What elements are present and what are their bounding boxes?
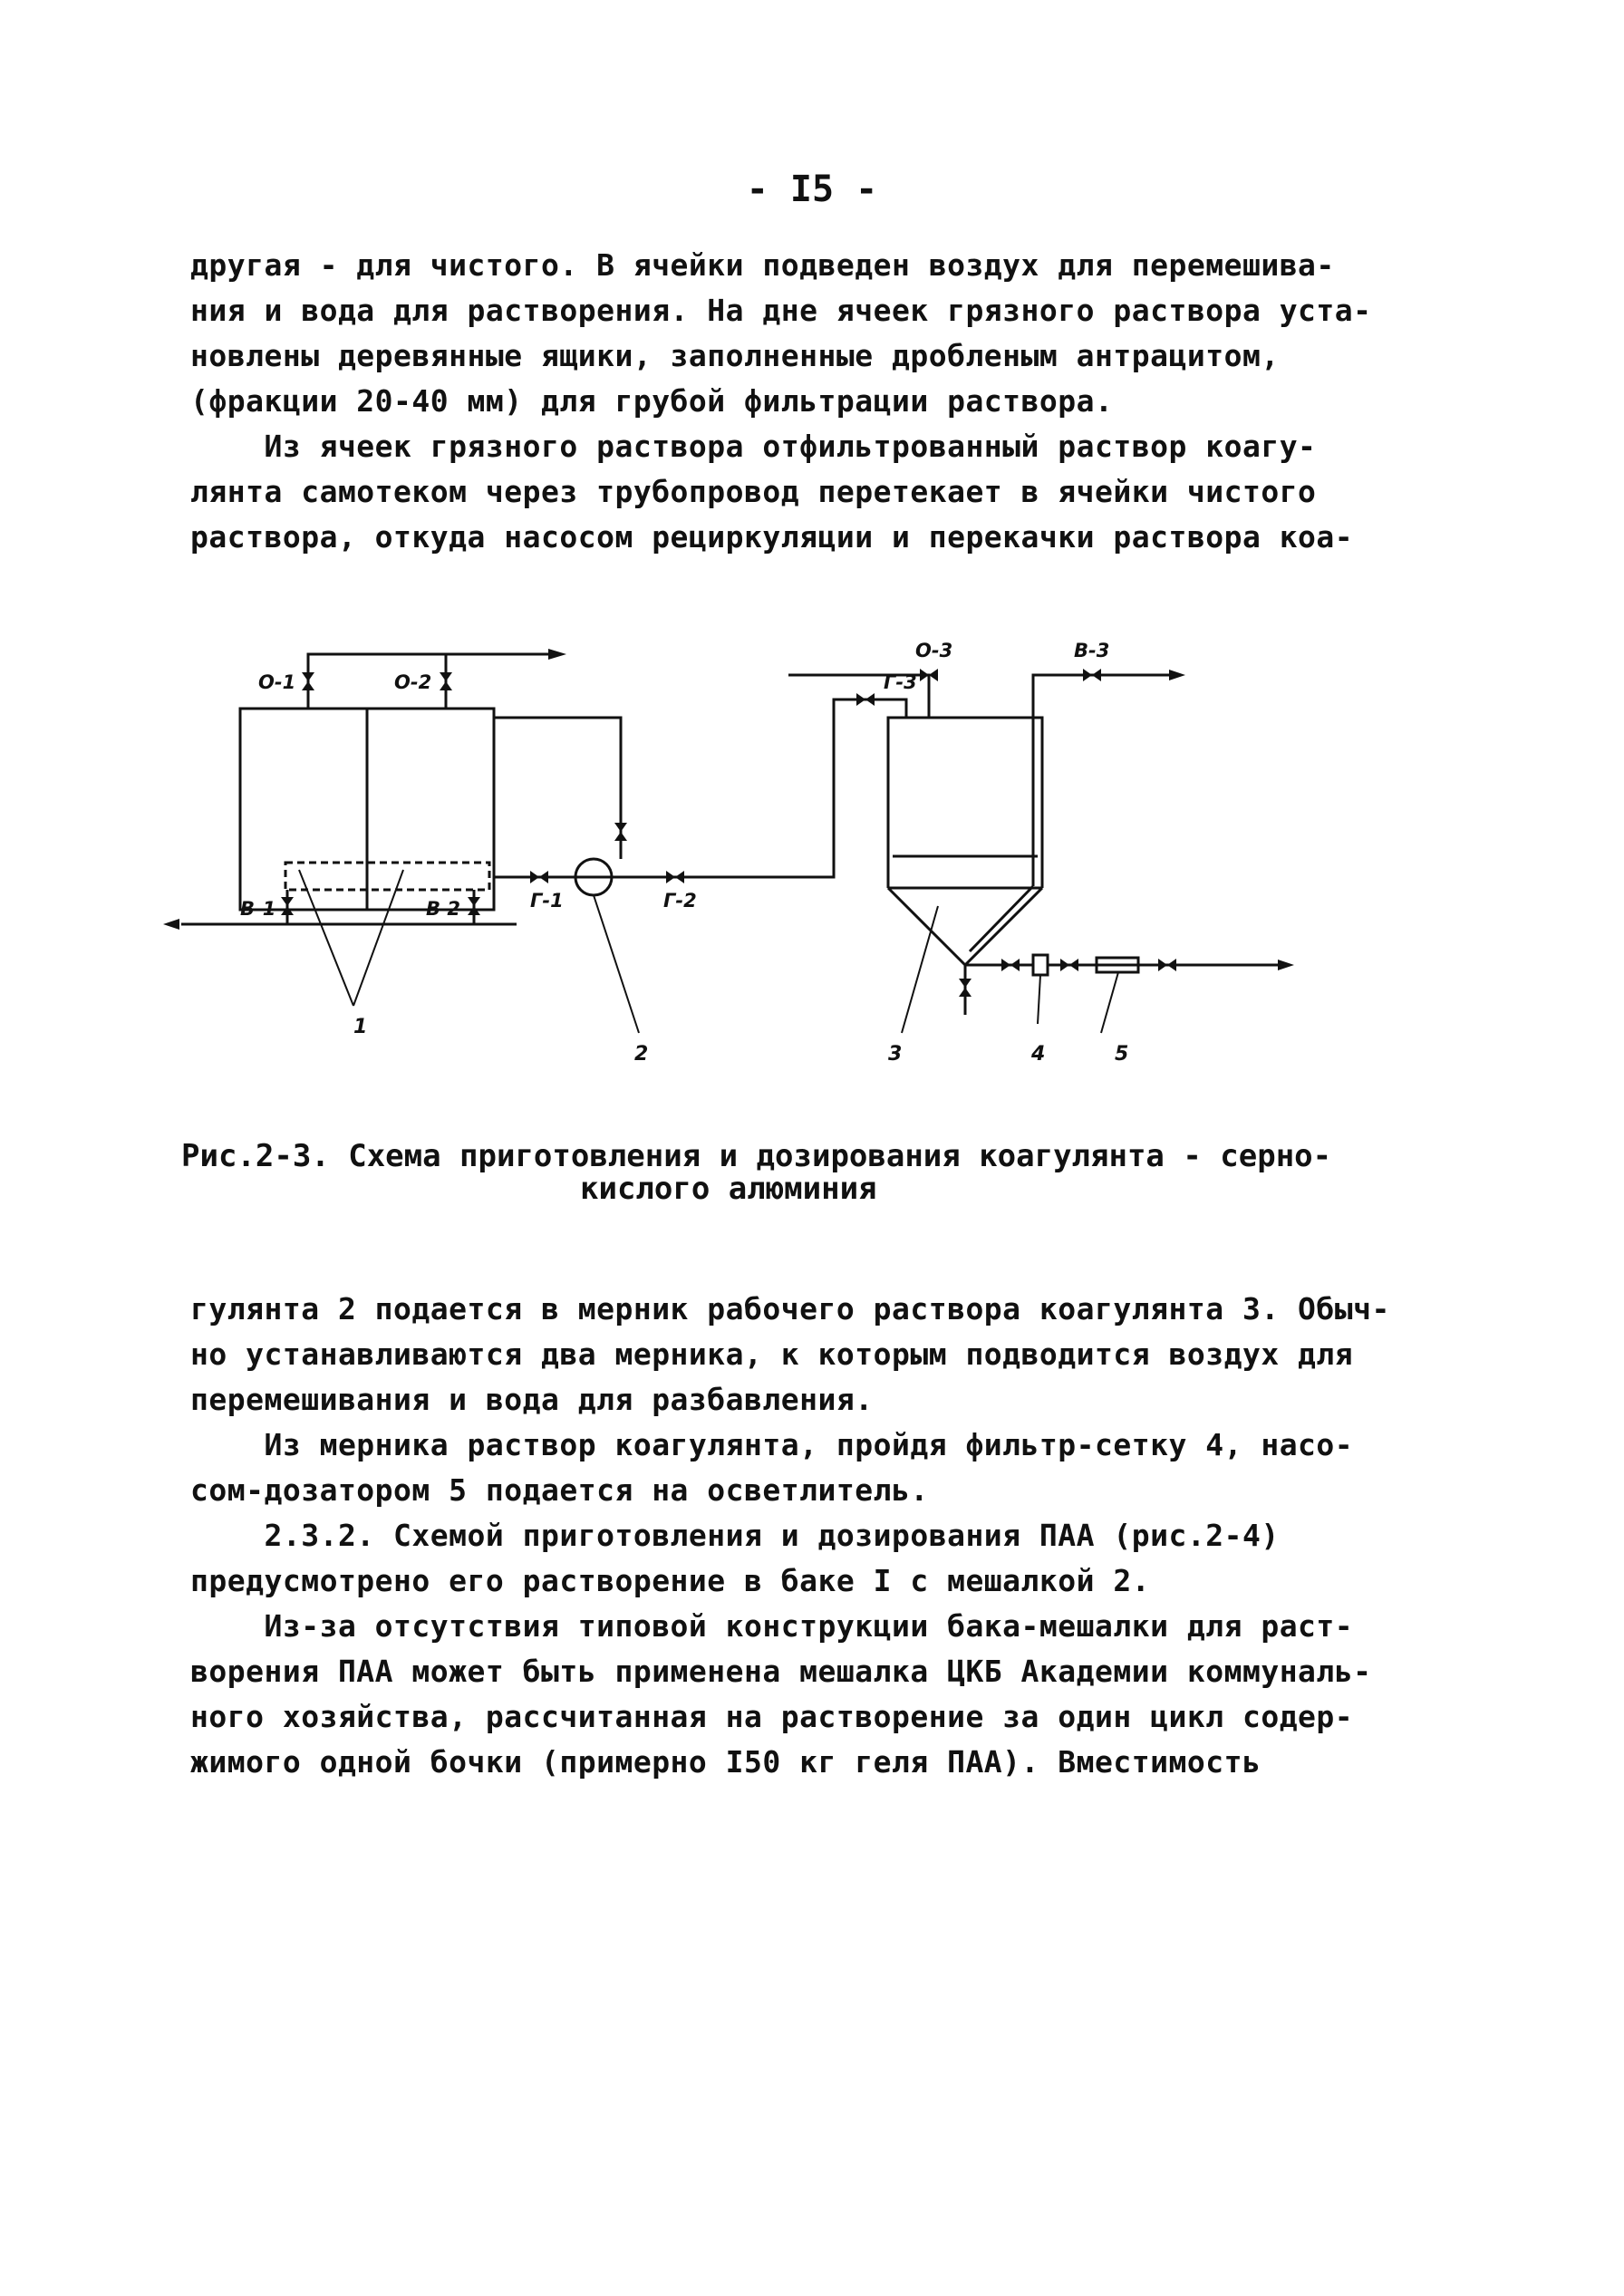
text-line: Из-за отсутствия типовой конструкции бака-мешалки для раст- <box>190 1608 1354 1644</box>
label-o1: О-1 <box>258 671 296 693</box>
text-line: ворения ПАА может быть применена мешалка ЦКБ Академии коммуналь- <box>190 1654 1372 1689</box>
text-line: сом-дозатором 5 подается на осветлитель. <box>190 1472 929 1508</box>
process-diagram <box>163 625 1305 1096</box>
tank-cells <box>240 709 494 910</box>
drain-pipe <box>959 965 972 1015</box>
page-number: - I5 - <box>746 169 878 210</box>
valve-g1 <box>530 871 548 883</box>
bottom-paragraph <box>190 1287 1390 1785</box>
label-v1: В-1 <box>240 898 276 920</box>
label-o3: О-3 <box>915 640 953 661</box>
text-line: 2.3.2. Схемой приготовления и дозирования ПАА (рис.2-4) <box>190 1518 1280 1553</box>
leader-lines <box>299 870 1118 1033</box>
text-line: ного хозяйства, рассчитанная на растворение за один цикл содер- <box>190 1699 1354 1734</box>
discharge-line <box>965 955 1294 975</box>
callout-2: 2 <box>634 1043 649 1066</box>
valve-g3 <box>856 693 875 706</box>
label-o2: О-2 <box>394 671 432 693</box>
text-line: раствора, откуда насосом рециркуляции и перекачки раствора коа- <box>190 519 1354 555</box>
text-line: ния и вода для растворения. На дне ячеек грязного раствора уста- <box>190 293 1372 328</box>
measuring-tank <box>888 718 1042 965</box>
caption-line: кислого алюминия <box>580 1171 877 1207</box>
text-line: новлены деревянные ящики, заполненные дробленым антрацитом, <box>190 338 1280 373</box>
label-v3: В-3 <box>1074 640 1110 661</box>
valve-v1 <box>281 897 294 915</box>
pump <box>575 859 612 895</box>
recirculation-line <box>494 718 627 859</box>
label-g3: Г-3 <box>884 671 917 693</box>
callout-3: 3 <box>888 1043 903 1066</box>
text-line: другая - для чистого. В ячейки подведен воздух для перемешива- <box>190 247 1335 283</box>
text-line: предусмотрено его растворение в баке I с мешалкой 2. <box>190 1563 1151 1598</box>
caption-line: Рис.2-3. Схема приготовления и дозирования коагулянта - серно- <box>181 1138 1332 1174</box>
valve-g2 <box>666 871 684 883</box>
label-v2: В 2 <box>426 898 460 920</box>
text-line: перемешивания и вода для разбавления. <box>190 1382 874 1417</box>
transfer-pipe <box>612 699 906 877</box>
air-pipe <box>308 649 566 709</box>
callout-1: 1 <box>353 1016 368 1038</box>
text-line: Из ячеек грязного раствора отфильтрованный раствор коагу- <box>190 429 1317 464</box>
water-inlet-tank3 <box>1033 669 1185 718</box>
text-line: но устанавливаются два мерника, к которым подводится воздух для <box>190 1336 1354 1372</box>
text-line: лянта самотеком через трубопровод перетекает в ячейки чистого <box>190 474 1317 509</box>
valve-v2 <box>468 897 480 915</box>
figure-caption <box>181 1138 1332 1207</box>
callout-5: 5 <box>1115 1043 1129 1066</box>
text-line: жимого одной бочки (примерно I50 кг геля ПАА). Вместимость <box>190 1744 1262 1780</box>
text-line: гулянта 2 подается в мерник рабочего раствора коагулянта 3. Обыч- <box>190 1291 1390 1326</box>
valve-o1 <box>302 672 314 690</box>
label-g1: Г-1 <box>530 890 564 912</box>
label-g2: Г-2 <box>663 890 697 912</box>
text-line: Из мерника раствор коагулянта, пройдя фильтр-сетку 4, насо- <box>190 1427 1354 1462</box>
air-inlet-tank3 <box>788 669 938 718</box>
text-line: (фракции 20-40 мм) для грубой фильтрации раствора. <box>190 383 1114 419</box>
callout-4: 4 <box>1031 1043 1046 1066</box>
valve-o2 <box>440 672 452 690</box>
top-paragraph <box>190 243 1372 560</box>
